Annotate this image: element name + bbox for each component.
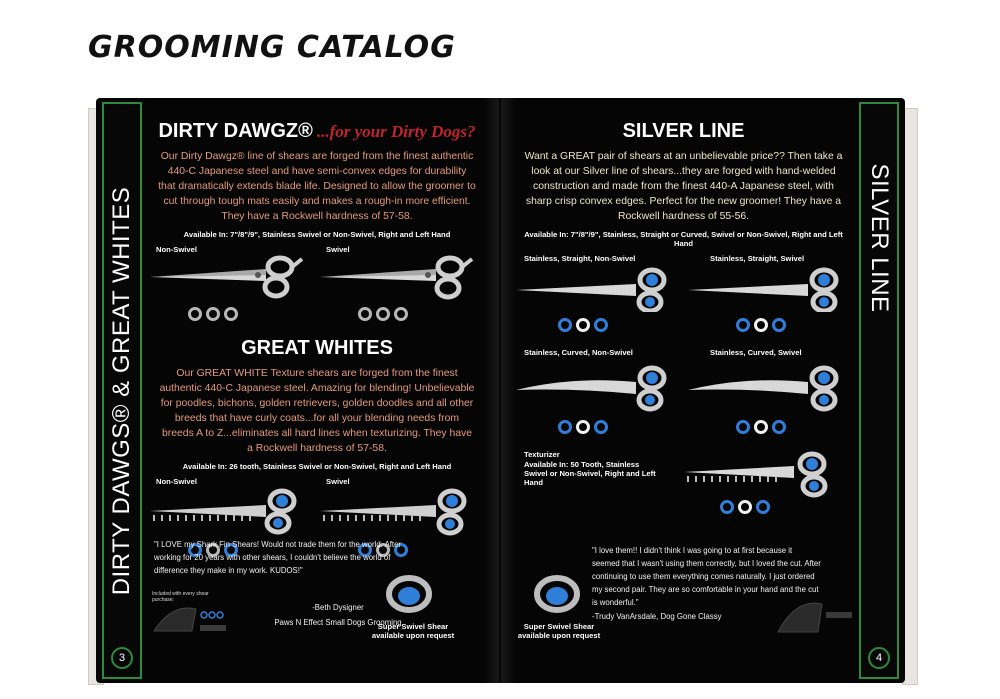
dirty-dawgz-availability: Available In: 7"/8"/9", Stainless Swivel or Non-Swivel, Right and Left Hand (183, 230, 451, 239)
left-testimonial-author: -Beth Dysigner (312, 603, 364, 612)
dirty-dawgz-description: Our Dirty Dawgz® line of shears are forged from the finest authentic 440-C Japanese steel and have semi-convex edges for durability that dramatically extends blade life. Designed to allow the groomer to cut through tough mats easily and makes a rough-in more efficient. They have a Rockwell hardness of 57-58. (158, 151, 476, 222)
finger-ring (576, 420, 590, 434)
silver-curved-swivel-rings (736, 420, 786, 434)
texturizer-row (514, 450, 853, 518)
silver-curved-nonswivel-rings (558, 420, 608, 434)
silver-straight-nonswivel-rings (558, 318, 608, 332)
finger-ring (756, 500, 770, 514)
left-testimonial-quote: "I LOVE my Shark Fin Shears! Would not trade them for the world. After working for 20 years with other shears, I couldn't believe the world of difference they make in my work. KUDOS!" (154, 540, 402, 575)
great-whites-swivel-shear-image (318, 487, 483, 537)
silver-line-title: SILVER LINE (622, 120, 745, 142)
left-super-swivel-line1: Super Swivel Shear (377, 622, 449, 631)
finger-ring (594, 420, 608, 434)
right-side-label: SILVER LINE (866, 163, 893, 313)
finger-ring (558, 420, 572, 434)
super-swivel-ring-icon (384, 572, 434, 618)
finger-ring (736, 420, 750, 434)
finger-ring (576, 318, 590, 332)
right-page-content (514, 98, 853, 683)
silver-straight-nonswivel-label: Stainless, Straight, Non-Swivel (524, 254, 636, 263)
finger-ring (558, 318, 572, 332)
dirty-dawgz-heading (148, 120, 486, 143)
silver-straight-nonswivel-shear-image (514, 266, 684, 312)
right-side-band (859, 102, 899, 679)
finger-ring (376, 307, 390, 321)
finger-ring (772, 318, 786, 332)
great-whites-availability: Available In: 26 tooth, Stainless Swivel or Non-Swivel, Right and Left Hand (182, 462, 452, 471)
great-whites-nonswivel-shear-image (148, 487, 313, 537)
dirty-dawgz-swivel-label: Swivel (326, 245, 350, 254)
dirty-dawgz-nonswivel-shear-image (148, 255, 308, 301)
silver-straight-swivel-label: Stainless, Straight, Swivel (710, 254, 805, 263)
dirty-dawgz-swivel-rings (358, 307, 408, 321)
dirty-dawgz-shears (148, 245, 486, 331)
texturizer-availability: Available In: 50 Tooth, Stainless Swivel or Non-Swivel, Right and Left Hand (524, 460, 656, 487)
finger-ring (206, 307, 220, 321)
shark-fin-case-icon (776, 594, 856, 638)
silver-curved-shears (514, 348, 853, 446)
finger-ring (394, 307, 408, 321)
catalog-title: GROOMING CATALOG (88, 30, 456, 65)
left-super-swivel-line2: available upon request (371, 631, 455, 640)
texturizer-label: Texturizer (524, 450, 560, 459)
included-kit-image (152, 591, 232, 639)
right-super-swivel-note (514, 622, 604, 640)
dirty-dawgz-nonswivel-label: Non-Swivel (156, 245, 197, 254)
right-page-number: 4 (868, 647, 890, 669)
dirty-dawgz-title: DIRTY DAWGZ® (158, 120, 313, 142)
left-super-swivel-note (368, 622, 458, 640)
right-testimonial-quote: "I love them!! I didn't think I was going to at first because it seemed that I wasn't using them correctly, but I loved the cut. After continuing to use them everything comes naturally. I just ordered my second pair. They are so comfortable in your hand and the cut is wonderful." (592, 546, 821, 607)
left-page-number: 3 (111, 647, 133, 669)
finger-ring (736, 318, 750, 332)
finger-ring (754, 318, 768, 332)
silver-curved-nonswivel-label: Stainless, Curved, Non-Swivel (524, 348, 633, 357)
super-swivel-ring-icon (532, 572, 582, 618)
shark-fin-case-icon (152, 601, 232, 637)
kit-title: Included with every shear purchase: (152, 591, 209, 603)
great-whites-swivel-label: Swivel (326, 477, 350, 486)
left-testimonial-business: Paws N Effect Small Dogs Grooming (274, 618, 402, 627)
great-whites-title: GREAT WHITES (241, 337, 393, 359)
silver-curved-swivel-shear-image (686, 362, 856, 412)
right-super-swivel-line2: available upon request (517, 631, 601, 640)
silver-straight-swivel-rings (736, 318, 786, 332)
right-super-swivel-line1: Super Swivel Shear (523, 622, 595, 631)
finger-ring (738, 500, 752, 514)
dirty-dawgz-tagline: ...for your Dirty Dogs? (316, 122, 476, 141)
left-side-band (102, 102, 142, 679)
finger-ring (720, 500, 734, 514)
great-whites-nonswivel-label: Non-Swivel (156, 477, 197, 486)
left-side-label: DIRTY DAWGS® & GREAT WHITES (108, 186, 135, 595)
finger-ring (754, 420, 768, 434)
dirty-dawgz-nonswivel-rings (188, 307, 238, 321)
silver-line-description: Want a GREAT pair of shears at an unbelievable price?? Then take a look at our Silver line of shears...they are forged with hand-welded construction and made from the finest 440-A Japanese steel, with sharp crisp convex edges. Perfect for the new groomer! They have a Rockwell hardness of 55-56. (524, 151, 843, 222)
great-whites-description: Our GREAT WHITE Texture shears are forged from the finest authentic 440-C Japanese steel. Amazing for blending! Unbelievable for poodles, bichons, golden retrievers, golden doodles and all other breeds that have curly coats...for all your blending needs from breeds A to Z...eliminates all hard lines when texturizing. They have a Rockwell hardness of 57-58. (159, 368, 475, 454)
silver-curved-swivel-label: Stainless, Curved, Swivel (710, 348, 802, 357)
silver-straight-shears (514, 254, 853, 340)
silver-straight-swivel-shear-image (686, 266, 856, 312)
finger-ring (224, 307, 238, 321)
right-page (500, 98, 905, 683)
catalog-book (88, 90, 918, 690)
finger-ring (188, 307, 202, 321)
right-testimonial-author: -Trudy VanArsdale, Dog Gone Classy (592, 612, 722, 621)
finger-ring (358, 307, 372, 321)
silver-curved-nonswivel-shear-image (514, 362, 684, 412)
texturizer-shear-image (674, 450, 854, 500)
texturizer-rings (720, 500, 770, 514)
dirty-dawgz-swivel-shear-image (318, 255, 478, 301)
left-page (96, 98, 500, 683)
finger-ring (772, 420, 786, 434)
finger-ring (594, 318, 608, 332)
left-page-content (148, 98, 486, 683)
silver-line-availability: Available In: 7"/8"/9", Stainless, Straight or Curved, Swivel or Non-Swivel, Right and Left Hand (524, 230, 843, 248)
